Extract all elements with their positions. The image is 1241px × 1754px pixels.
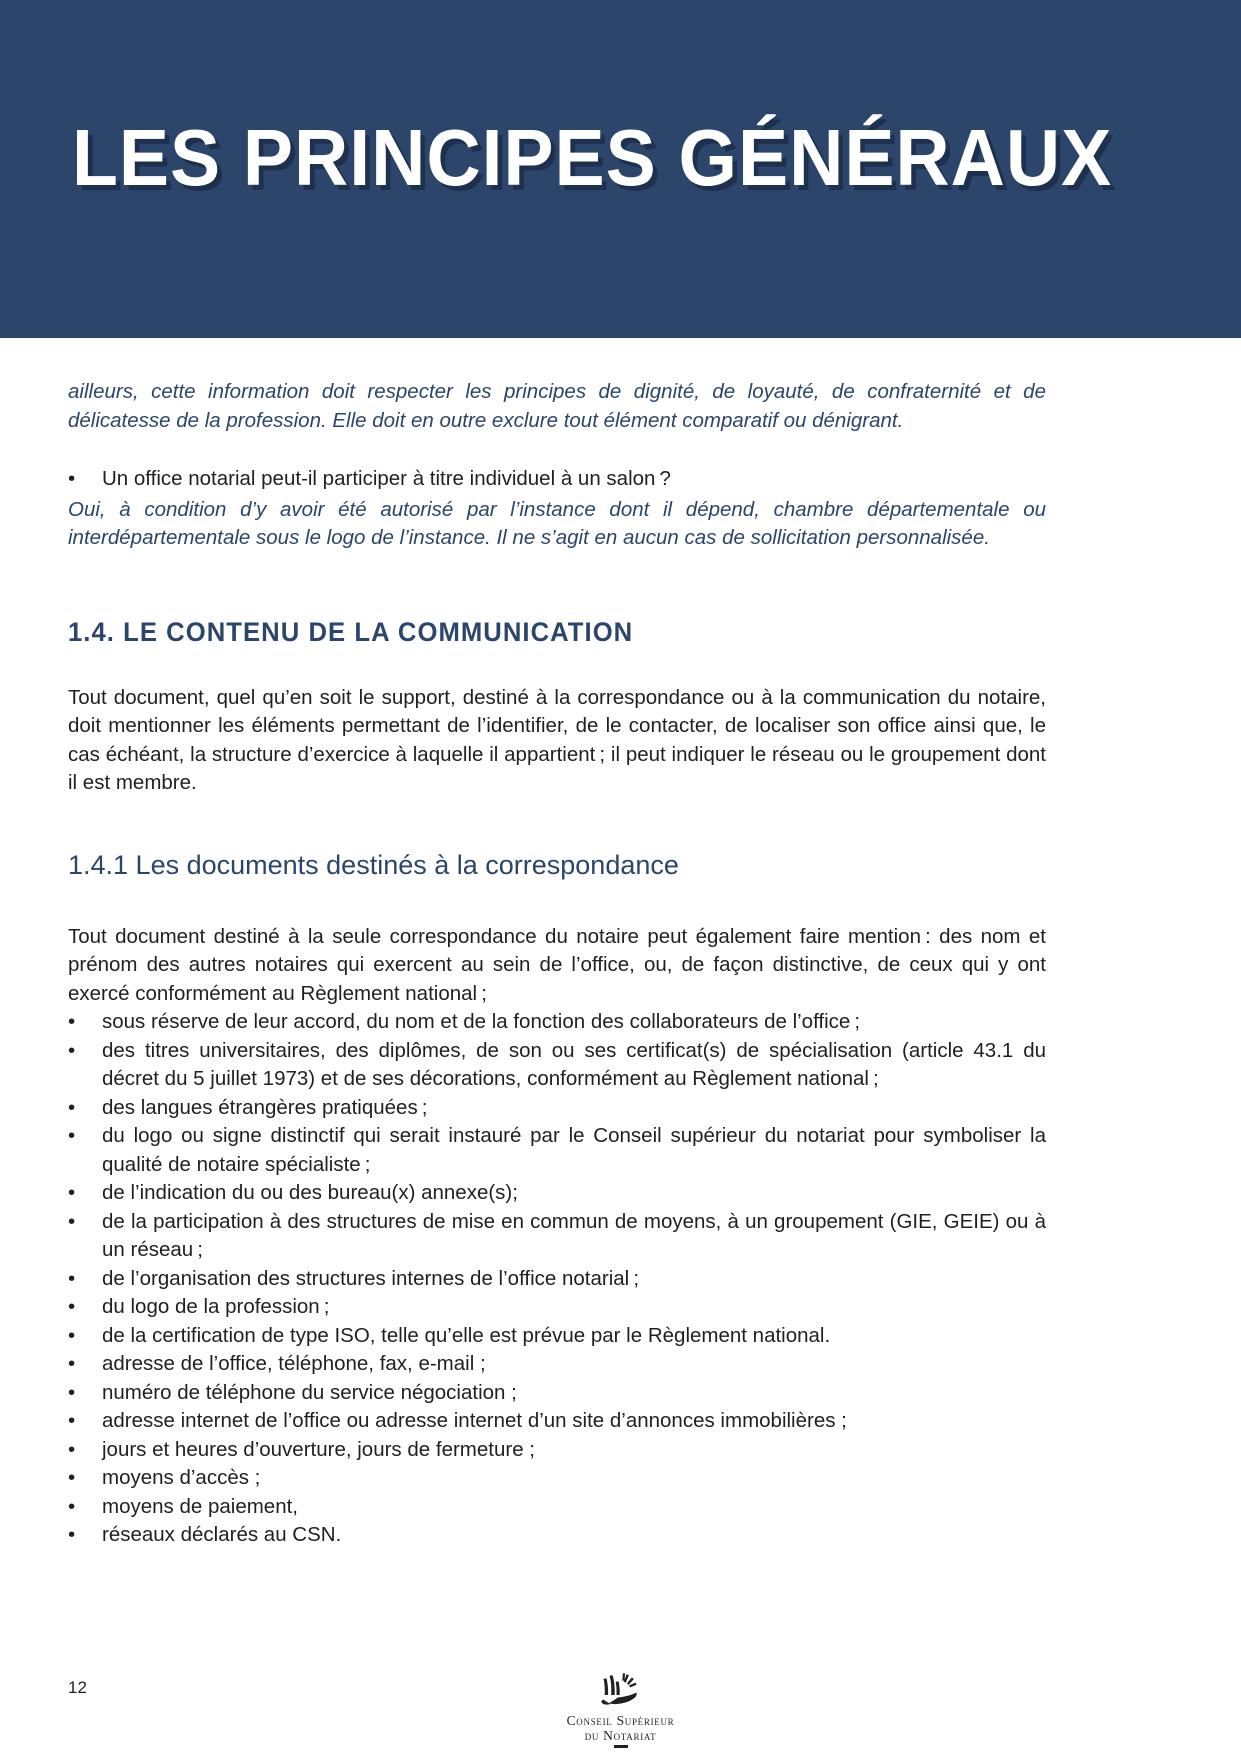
list-item-label: de la participation à des structures de mise en commun de moyens, à un groupement (GIE, GEIE) ou à un réseau ; xyxy=(102,1209,1046,1261)
list-item xyxy=(68,1521,1046,1550)
sub-heading: 1.4.1 Les documents destinés à la correspondance xyxy=(68,849,679,880)
list-item xyxy=(68,1094,1046,1123)
section-heading: 1.4. LE CONTENU DE LA COMMUNICATION xyxy=(68,616,634,647)
bullet-marker-icon: • xyxy=(68,1323,76,1347)
answer-italic-paragraph: Oui, à condition d’y avoir été autorisé par l’instance dont il dépend, chambre départementale ou interdépartementale sous le logo de l’instance. Il ne s’agit en aucun cas de sollicitation personnalisée. xyxy=(68,497,1046,549)
question-text: Un office notarial peut-il participer à titre individuel à un salon ? xyxy=(102,467,671,490)
sub-paragraph: Tout document destiné à la seule correspondance du notaire peut également faire mention : des nom et prénom des autres notaires qui exercent au sein de l’office, ou, de façon distinctive, de ceux qui y ont exercé conformément au Règlement national ; xyxy=(68,924,1046,1005)
list-item xyxy=(68,1208,1046,1265)
list-item-label: moyens d’accès ; xyxy=(102,1466,261,1489)
page-footer xyxy=(0,1672,1241,1754)
bullet-marker-icon: • xyxy=(68,1038,76,1062)
list-item-label: de l’indication du ou des bureau(x) annexe(s); xyxy=(102,1181,518,1204)
list-item-label: de la certification de type ISO, telle qu’elle est prévue par le Règlement national. xyxy=(102,1323,831,1347)
csn-emblem-icon xyxy=(593,1672,649,1710)
list-item xyxy=(68,1037,1046,1094)
bullet-marker-icon: • xyxy=(68,1181,76,1204)
page-header-band xyxy=(0,0,1241,338)
list-item xyxy=(68,1436,1046,1465)
bullet-marker-icon: • xyxy=(68,1209,76,1233)
list-item xyxy=(68,1493,1046,1522)
list-item-label: moyens de paiement, xyxy=(102,1494,299,1518)
list-item-label: sous réserve de leur accord, du nom et de la fonction des collaborateurs de l’office ; xyxy=(102,1010,861,1033)
list-item xyxy=(68,1122,1046,1179)
logo-line-1: Conseil Supérieur xyxy=(566,1713,675,1728)
list-item-label: réseaux déclarés au CSN. xyxy=(102,1523,342,1546)
logo-rule xyxy=(614,1745,628,1748)
bullet-marker-icon: • xyxy=(68,1266,76,1290)
bullet-marker-icon: • xyxy=(68,1523,76,1546)
logo-line-2: du Notariat xyxy=(584,1728,657,1743)
list-item xyxy=(68,1179,1046,1208)
bullet-marker-icon: • xyxy=(68,1409,76,1432)
intro-italic-paragraph: ailleurs, cette information doit respecter les principes de dignité, de loyauté, de confraternité et de délicatesse de la profession. Elle doit en outre exclure tout élément comparatif ou dénigrant. xyxy=(68,380,1046,432)
list-item xyxy=(68,1464,1046,1493)
bullet-marker-icon: • xyxy=(68,467,76,490)
list-item-label: de l’organisation des structures internes de l’office notarial ; xyxy=(102,1266,640,1290)
list-item xyxy=(68,1407,1046,1436)
bullet-marker-icon: • xyxy=(68,1295,76,1318)
list-item xyxy=(68,1293,1046,1322)
content-column xyxy=(68,338,1046,1550)
list-item xyxy=(68,1265,1046,1294)
question-bullet-row xyxy=(68,465,1046,494)
page-title: LES PRINCIPES GÉNÉRAUX xyxy=(72,113,1113,202)
list-item xyxy=(68,1322,1046,1351)
bullet-marker-icon: • xyxy=(68,1124,76,1147)
list-item-label: du logo de la profession ; xyxy=(102,1295,330,1318)
list-item xyxy=(68,1350,1046,1379)
list-item-label: des langues étrangères pratiquées ; xyxy=(102,1095,428,1119)
bullet-marker-icon: • xyxy=(68,1352,76,1375)
bullet-marker-icon: • xyxy=(68,1095,76,1119)
bullet-marker-icon: • xyxy=(68,1010,76,1033)
bullet-list xyxy=(68,1008,1046,1550)
page-number: 12 xyxy=(68,1678,87,1697)
list-item-label: numéro de téléphone du service négociation ; xyxy=(102,1380,517,1404)
question-answer-block xyxy=(68,465,1046,553)
bullet-marker-icon: • xyxy=(68,1466,76,1489)
list-item-label: des titres universitaires, des diplômes, de son ou ses certificat(s) de spécialisation (article 43.1 du décret du 5 juillet 1973) et de ses décorations, conformément au Règlement national ; xyxy=(102,1038,1046,1090)
csn-logo xyxy=(536,1672,706,1748)
bullet-marker-icon: • xyxy=(68,1494,76,1518)
list-item-label: du logo ou signe distinctif qui serait instauré par le Conseil supérieur du notariat pour symboliser la qualité de notaire spécialiste ; xyxy=(102,1124,1046,1176)
list-item-label: adresse de l’office, téléphone, fax, e-mail ; xyxy=(102,1352,486,1375)
list-item-label: adresse internet de l’office ou adresse internet d’un site d’annonces immobilières ; xyxy=(102,1409,847,1432)
bullet-marker-icon: • xyxy=(68,1437,76,1461)
bullet-marker-icon: • xyxy=(68,1380,76,1404)
list-item xyxy=(68,1379,1046,1408)
list-item xyxy=(68,1008,1046,1037)
list-item-label: jours et heures d’ouverture, jours de fermeture ; xyxy=(102,1437,535,1461)
section-paragraph: Tout document, quel qu’en soit le support, destiné à la correspondance ou à la communication du notaire, doit mentionner les éléments permettant de l’identifier, de le contacter, de localiser son office ainsi que, le cas échéant, la structure d’exercice à laquelle il appartient ; il peut indiquer le réseau ou le groupement dont il est membre. xyxy=(68,685,1046,794)
